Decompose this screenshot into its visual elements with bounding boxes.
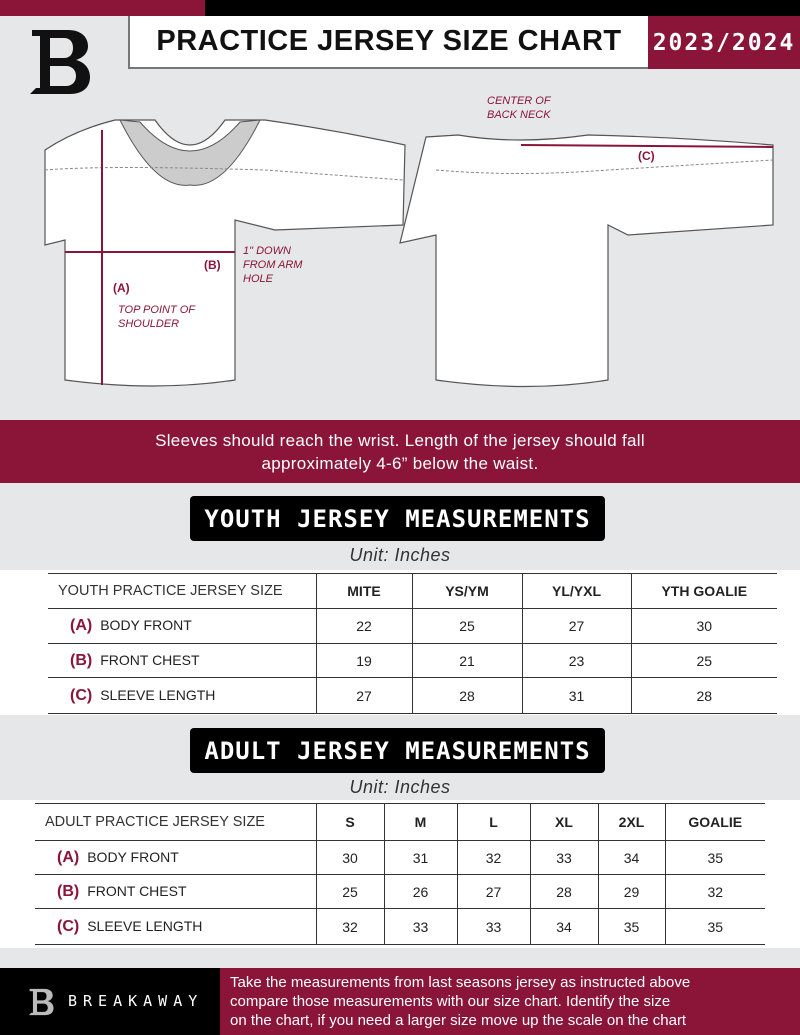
cell: 32	[665, 875, 765, 909]
table-row	[35, 875, 765, 909]
size-col: L	[457, 804, 530, 841]
cell: 27	[457, 875, 530, 909]
back-jersey-diagram	[398, 125, 778, 395]
label-b: (B)	[204, 258, 221, 272]
row-letter: (A)	[57, 848, 80, 866]
size-col: XL	[530, 804, 598, 841]
row-letter: (B)	[70, 651, 93, 669]
cell: 26	[384, 875, 457, 909]
cell: 31	[522, 678, 631, 714]
cell: 25	[316, 875, 384, 909]
top-accent-bar	[0, 0, 205, 16]
front-jersey-diagram	[35, 110, 410, 400]
adult-unit: Unit: Inches	[349, 777, 451, 797]
adult-section-title: ADULT JERSEY MEASUREMENTS	[190, 728, 605, 773]
size-col: YTH GOALIE	[631, 574, 777, 609]
row-label: FRONT CHEST	[87, 882, 187, 899]
label-c: (C)	[638, 149, 655, 163]
cell: 28	[412, 678, 522, 714]
row-letter: (B)	[57, 882, 80, 900]
size-header: ADULT PRACTICE JERSEY SIZE	[35, 804, 316, 841]
size-header: YOUTH PRACTICE JERSEY SIZE	[48, 574, 316, 609]
size-col: YS/YM	[412, 574, 522, 609]
size-col: GOALIE	[665, 804, 765, 841]
cell: 33	[384, 909, 457, 945]
table-header-row	[35, 804, 765, 841]
youth-section-title: YOUTH JERSEY MEASUREMENTS	[190, 496, 605, 541]
cell: 30	[631, 609, 777, 644]
label-a-desc: TOP POINT OF SHOULDER	[118, 304, 195, 330]
cell: 19	[316, 644, 412, 678]
instructions-banner	[0, 420, 800, 483]
breakaway-logo	[28, 28, 96, 96]
footer-line: Take the measurements from last seasons jersey as instructed above	[230, 974, 691, 991]
footer-instructions	[220, 968, 800, 1035]
cell: 32	[457, 841, 530, 875]
size-col: YL/YXL	[522, 574, 631, 609]
cell: 27	[316, 678, 412, 714]
label-a: (A)	[113, 281, 130, 295]
size-col: 2XL	[598, 804, 665, 841]
cell: 25	[631, 644, 777, 678]
adult-size-table	[35, 803, 765, 945]
cell: 32	[316, 909, 384, 945]
cell: 28	[530, 875, 598, 909]
row-letter: (A)	[70, 617, 93, 634]
table-row	[48, 609, 777, 644]
cell: 33	[530, 841, 598, 875]
table-row	[48, 644, 777, 678]
cell: 22	[316, 609, 412, 644]
cell: 35	[598, 909, 665, 945]
table-row	[35, 841, 765, 875]
footer-line: compare those measurements with our size chart. Identify the size	[230, 993, 671, 1010]
cell: 34	[530, 909, 598, 945]
top-black-bar	[205, 0, 800, 16]
label-c-desc: CENTER OF BACK NECK	[487, 95, 551, 121]
label-b-desc: 1" DOWN FROM ARM HOLE	[243, 245, 303, 285]
row-label: SLEEVE LENGTH	[87, 917, 203, 934]
page-title: PRACTICE JERSEY SIZE CHART	[128, 16, 648, 69]
cell: 25	[412, 609, 522, 644]
youth-unit: Unit: Inches	[349, 545, 451, 565]
cell: 30	[316, 841, 384, 875]
footer-line: on the chart, if you need a larger size move up the scale on the chart	[230, 1012, 687, 1029]
cell: 35	[665, 909, 765, 945]
cell: 21	[412, 644, 522, 678]
size-col: M	[384, 804, 457, 841]
row-label: FRONT CHEST	[100, 651, 200, 668]
instructions-line: Sleeves should reach the wrist. Length of the jersey should fall	[155, 431, 645, 450]
row-letter: (C)	[57, 917, 80, 935]
brand-name: BREAKAWAY	[68, 992, 204, 1010]
size-col: S	[316, 804, 384, 841]
table-row	[35, 909, 765, 945]
breakaway-logo-small	[28, 986, 56, 1018]
cell: 31	[384, 841, 457, 875]
table-header-row	[48, 574, 777, 609]
cell: 33	[457, 909, 530, 945]
cell: 34	[598, 841, 665, 875]
cell: 23	[522, 644, 631, 678]
youth-size-table	[48, 573, 777, 714]
row-label: BODY FRONT	[100, 617, 192, 633]
row-letter: (C)	[70, 686, 93, 704]
cell: 28	[631, 678, 777, 714]
cell: 27	[522, 609, 631, 644]
cell: 35	[665, 841, 765, 875]
season-badge: 2023/2024	[648, 16, 800, 69]
footer-brand	[0, 968, 220, 1035]
table-row	[48, 678, 777, 714]
size-col: MITE	[316, 574, 412, 609]
row-label: SLEEVE LENGTH	[100, 686, 216, 703]
cell: 29	[598, 875, 665, 909]
instructions-line: approximately 4-6” below the waist.	[261, 454, 539, 473]
row-label: BODY FRONT	[87, 848, 179, 865]
